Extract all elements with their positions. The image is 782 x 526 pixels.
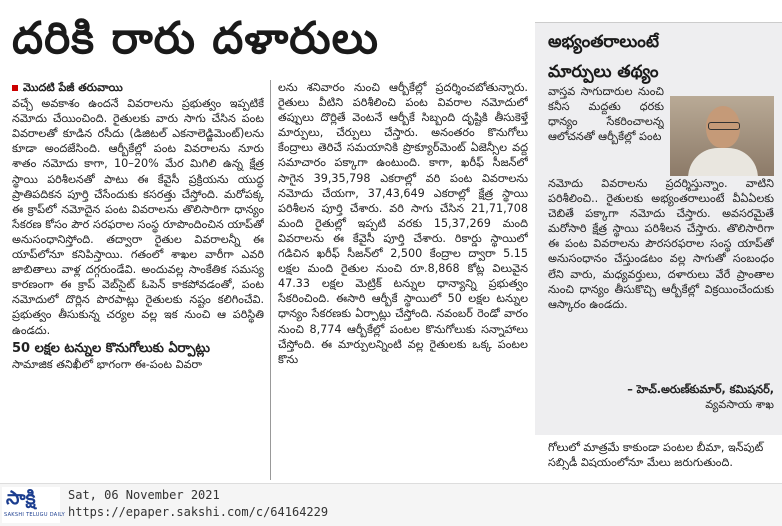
article-subheading: 50 లక్షల టన్నుల కొనుగోలుకు ఏర్పాట్లు [12, 340, 210, 356]
quote-text-top: వాస్తవ సాగుదారుల నుంచి కనీస మద్దతు ధరకు ధాన్యం సేకరించాలన్న ఆలోచనతో ఆర్బీకేల్లో పంట [548, 85, 664, 144]
article-paragraph: వచ్చే అవకాశం ఉందనే వివరాలను ప్రభుత్వం ఇప్పటికే నమోదు చేయించింది. రైతులకు వారు సాగు చేసిన పంట వివరాలతో కూడిన రసీదు (డిజిటల్ ఎకనాలెడ్జిమెంట్)లను కూడా అందజేసింది. ఆర్బీకేల్లో పంట వివరాలను నూరు శాతం నమోదు కాగా, 10–20% మేర మిగిలి ఉన్న క్షేత్ర స్థాయి పరిశీలనతో పాటు ఈ కేవైసీ ప్రక్రియను యుద్ధ ప్రాతిపదికన పూర్తి చేసేందుకు కసరత్తు చేస్తోంది. మరోపక్క ఈ క్రాప్‌లో నమోదైన పంట వివరాలను తొలిసారిగా ధాన్యం సేకరణ కోసం పౌర సరఫరాల సంస్థ రూపొందించిన యాప్‌తో అనుసంధానిస్తోంది. తద్వారా రైతుల వివరాలన్నీ ఈ యాప్‌లోనూ కనిపిస్తాయి. గతంలో శాఖల వారీగా ఎవరి జాబితాలు వాళ్ల దగ్గరుండేవి. అందువల్ల సాంకేతిక సమస్య కారణంగా ఈ క్రాప్ వెబ్‌సైట్ ఓపెన్ కాకపోవడంతో, పంట నమోదులో దొర్లిన పొరపాట్లు రైతులకు నష్టం కలిగించేవి. ప్రభుత్వం తీసుకున్న చర్యల వల్ల ఇక నుంచి ఆ పరిస్థితి ఉండదు. [12, 97, 264, 337]
article-column-2 [278, 80, 528, 480]
edition-date: Sat, 06 November 2021 [68, 488, 220, 502]
quote-text: నమోదు వివరాలను ప్రదర్శిస్తున్నాం. వాటిని పరిశీలించి.. రైతులకు అభ్యంతరాలుంటే వీఏఏలకు చెబితే పక్కాగా నమోదు చేస్తారు. అవసరమైతే మరోసారి క్షేత్ర స్థాయి పరిశీలన చేస్తారు. తొలిసారిగా ఈ పంట వివరాలను పౌరసరఫరాల సంస్థ యాప్‌తో అనుసంధానం చేస్తుండటం వల్ల సాగుతో సంబంధం లేని వారు, మధ్యవర్తులు, దళారులు వేరే ప్రాంతాల నుంచి ధాన్యం తీసుకొచ్చి ఆర్బీకేల్లో విక్రయించేందుకు ఆస్కారం ఉండదు. [548, 177, 774, 311]
article-continuation: గోలులో మాత్రమే కాకుండా పంటల బీమా, ఇన్‌పుట్ సబ్సిడీ విషయంలోనూ మేలు జరుగుతుంది. [548, 441, 764, 470]
author-name: – హెచ్.అరుణ్‌కుమార్, కమిషనర్, [627, 383, 774, 396]
sidebar-title-line1: అభ్యంతరాలుంటే [548, 32, 660, 52]
bullet-icon [12, 85, 18, 91]
epaper-link[interactable]: https://epaper.sakshi.com/c/64164229 [68, 505, 329, 519]
sidebar-quote-continued [548, 176, 774, 374]
article-paragraph: సామాజిక తనిఖీలో భాగంగా ఈ-పంట వివరా [12, 357, 203, 371]
sidebar-title-line2: మార్పులు తథ్యం [548, 62, 659, 82]
continued-label: మొదటి పేజీ తరువాయి [12, 80, 264, 95]
sakshi-logo: సాక్షి SAKSHI TELUGU DAILY [2, 487, 60, 523]
column-divider [270, 80, 271, 480]
sidebar-signoff [560, 382, 774, 412]
article-paragraph: లను శనివారం నుంచి ఆర్బీకేల్లో ప్రదర్శించబోతున్నారు. రైతులు వీటిని పరిశీలించి పంట వివరాల నమోదులో తప్పులు దొర్లితే వెంటనే ఆర్బీకే సిబ్బంది దృష్టికి తీసుకెళ్తే మార్పులు, చేర్పులు చేస్తారు. అనంతరం కొనుగోలు కేంద్రాలు తెరిచే సమయానికి ప్రొక్యూర్‌మెంట్ ఏజెన్సీల వద్ద సమాచారం పక్కాగా ఉంటుంది. కాగా, ఖరీఫ్ సీజన్‌లో సాగైన 39,35,798 ఎకరాల్లో వరి పంట వివరాలను నమోదు చేయగా, 37,43,649 ఎకరాల్లో క్షేత్ర స్థాయి పరిశీలన పూర్తి చేశారు. వరి సాగు చేసిన 21,71,708 మంది రైతుల్లో ఇప్పటి వరకు 15,37,269 మంది వివరాలను ఈ కేవైసీ పూర్తి చేశారు. రికార్డు స్థాయిలో గడిచిన ఖరీఫ్ సీజన్‌లో 2,500 కేంద్రాల ద్వారా 5.15 లక్షల మంది రైతుల నుంచి రూ.8,868 కోట్ల విలువైన 47.33 లక్షల మెట్రిక్ టన్నుల ధాన్యాన్ని ప్రభుత్వం సేకరించింది. ఈసారి ఆర్బీకే స్థాయిలో 50 లక్షల టన్నుల ధాన్యం సేకరణకు ఏర్పాట్లు చేస్తోంది. నవంబర్ రెండో వారం నుంచి 8,774 ఆర్బీకేల్లో పంటల కొనుగోలుకు సన్నాహాలు చేస్తోంది. ఈ మార్పులన్నింటి వల్ల రైతులకు ఒక్క పంటల కొను [278, 81, 528, 366]
article-column-1 [12, 80, 264, 480]
author-department: వ్యవసాయ శాఖ [705, 398, 774, 411]
headline: దరికి రారు దళారులు [12, 13, 380, 64]
